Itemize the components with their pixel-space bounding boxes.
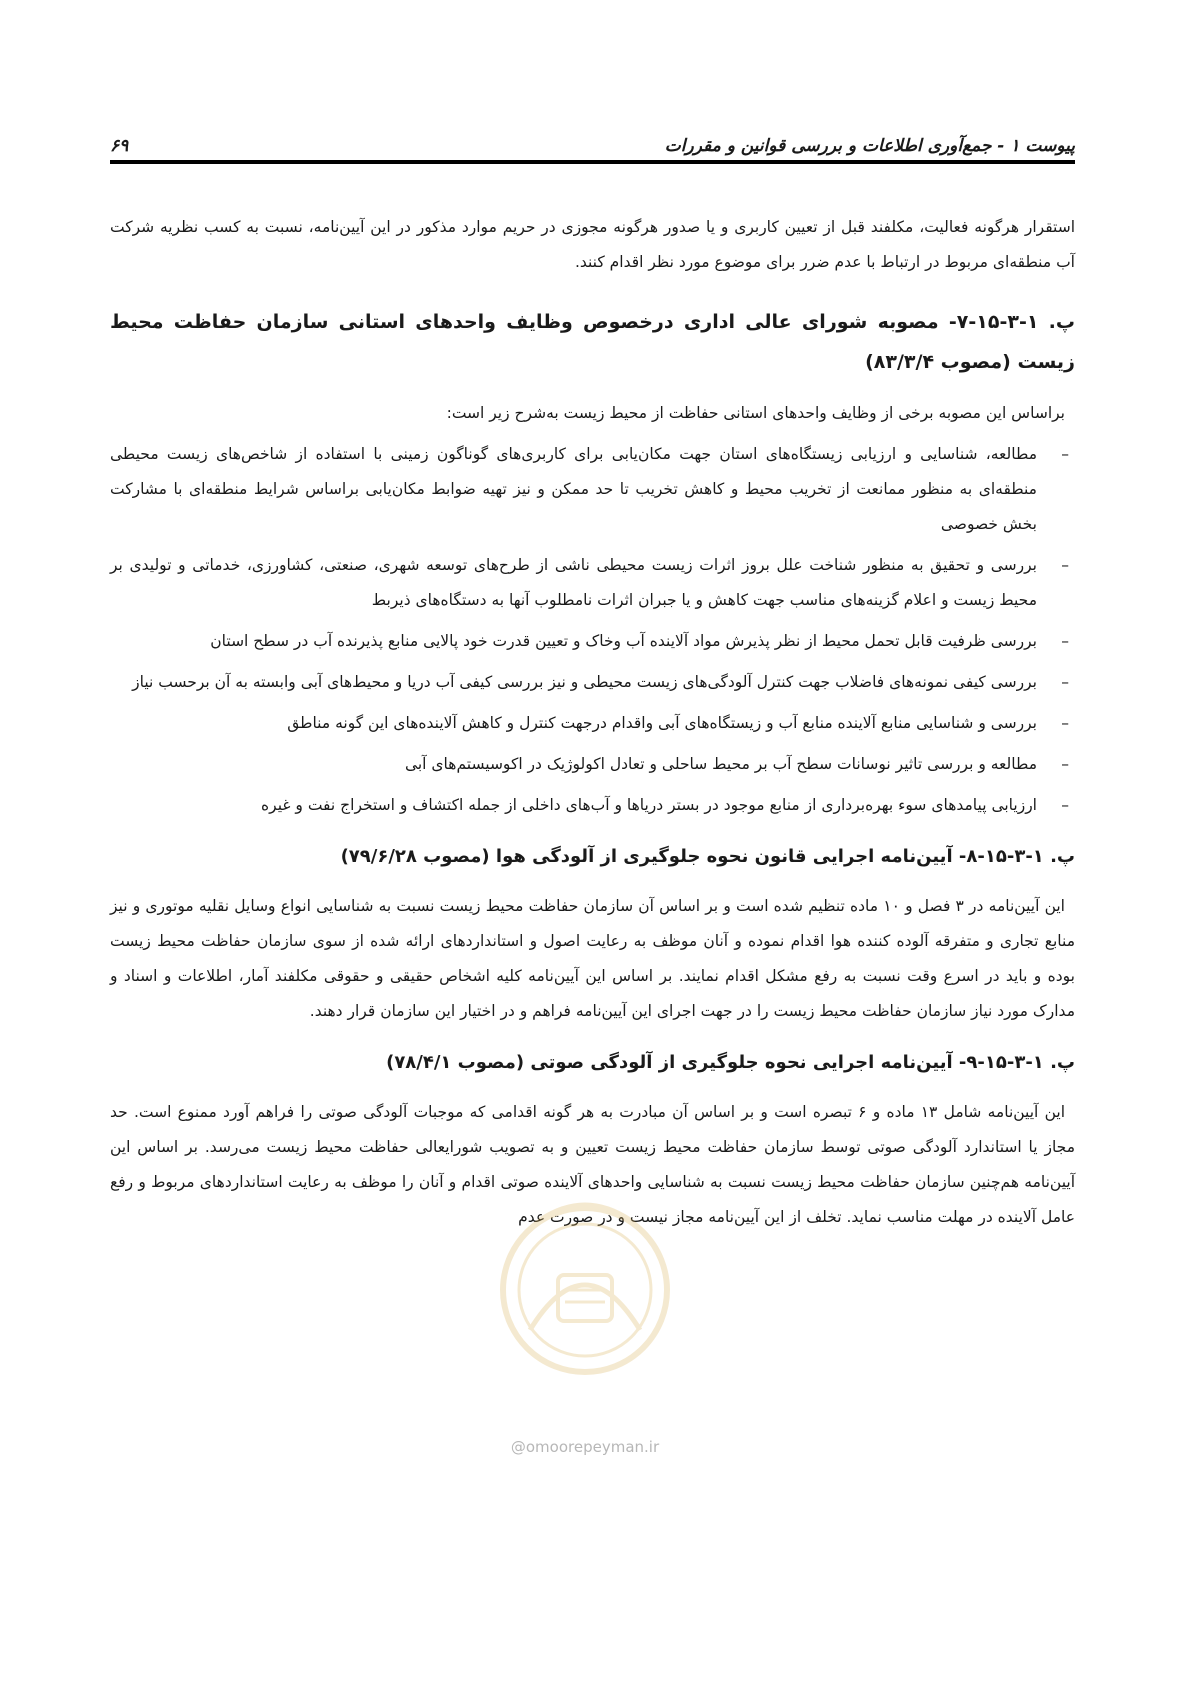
dash-bullet-icon: – bbox=[1061, 755, 1069, 773]
running-header bbox=[110, 128, 1075, 156]
section-heading-8: پ. ۱-۳-۱۵-۸- آیین‌نامه اجرایی قانون نحوه جلوگیری از آلودگی هوا (مصوب ۷۹/۶/۲۸) bbox=[340, 846, 1075, 867]
section-7-bullet-list bbox=[110, 437, 1075, 823]
paragraph-top: استقرار هرگونه فعالیت، مکلفند قبل از تعیین کاربری و یا صدور هرگونه مجوزی در حریم موارد مذکور در این آیین‌نامه، نسبت به کسب نظریه شرکت آب منطقه‌ای مربوط در ارتباط با عدم ضرر برای موضوع مورد نظر اقدام کنند. bbox=[110, 218, 1075, 271]
page-content bbox=[110, 210, 1075, 1249]
header-rule bbox=[110, 160, 1075, 164]
section-9-body: این آیین‌نامه شامل ۱۳ ماده و ۶ تبصره است و بر اساس آن مبادرت به هر گونه اقدامی که موجبات آلودگی صوتی را فراهم آورد ممنوع است. حد مجاز یا استاندارد آلودگی صوتی توسط سازمان حفاظت محیط زیست تعیین و به تصویب شورایعالی حفاظت محیط زیست می‌رسد. بر اساس این آیین‌نامه هم‌چنین سازمان حفاظت محیط زیست نسبت به شناسایی واحدهای آلاینده صوتی اقدام و آنان را موظف به رعایت استانداردهای مربوط و رفع عامل آلاینده در مهلت مناسب نماید. تخلف از این آیین‌نامه مجاز نیست و در صورت عدم bbox=[110, 1103, 1075, 1226]
page-number: ۶۹ bbox=[110, 136, 129, 156]
dash-bullet-icon: – bbox=[1061, 796, 1069, 814]
list-item: – بررسی ظرفیت قابل تحمل محیط از نظر پذیرش مواد آلاینده آب وخاک و تعیین قدرت خود پالایی منابع پذیرنده آب در سطح استان bbox=[110, 624, 1075, 659]
dash-bullet-icon: – bbox=[1061, 714, 1069, 732]
section-8-body: این آیین‌نامه در ۳ فصل و ۱۰ ماده تنظیم شده است و بر اساس آن سازمان حفاظت محیط زیست نسبت به شناسایی انواع وسایل نقلیه موتوری و نیز منابع تجاری و متفرقه آلوده کننده هوا اقدام نموده و آنان موظف به رعایت اصول و استانداردهای ارائه شده از سوی سازمان حفاظت محیط زیست بوده و باید در اسرع وقت نسبت به رفع مشکل اقدام نمایند. بر اساس این آیین‌نامه کلیه اشخاص حقیقی و حقوقی مکلفند آمار، اطلاعات و اسناد و مدارک مورد نیاز سازمان حفاظت محیط زیست را در جهت اجرای این آیین‌نامه فراهم و در اختیار این سازمان قرار دهند. bbox=[110, 897, 1075, 1020]
list-item: – بررسی و تحقیق به منظور شناخت علل بروز اثرات زیست محیطی ناشی از طرح‌های توسعه شهری، صنعتی، کشاورزی، خدماتی و تولیدی بر محیط زیست و اعلام گزینه‌های مناسب جهت کاهش و یا جبران اثرات نامطلوب آنها به دستگاه‌های ذیربط bbox=[110, 548, 1075, 618]
dash-bullet-icon: – bbox=[1061, 556, 1069, 574]
list-item: – بررسی و شناسایی منابع آلاینده منابع آب و زیستگاه‌های آبی واقدام درجهت کنترل و کاهش آلاینده‌های این گونه مناطق bbox=[110, 706, 1075, 741]
list-item: – بررسی کیفی نمونه‌های فاضلاب جهت کنترل آلودگی‌های زیست محیطی و نیز بررسی کیفی آب دریا و محیط‌های آبی وابسته به آن برحسب نیاز bbox=[110, 665, 1075, 700]
dash-bullet-icon: – bbox=[1061, 673, 1069, 691]
header-title: پیوست ۱ - جمع‌آوری اطلاعات و بررسی قوانین و مقررات bbox=[664, 136, 1075, 156]
list-item: – مطالعه، شناسایی و ارزیابی زیستگاه‌های استان جهت مکان‌یابی برای کاربری‌های گوناگون زمینی با استفاده از شاخص‌های زیست محیطی منطقه‌ای به منظور ممانعت از تخریب محیط و کاهش تخریب تا حد ممکن و نیز تهیه ضوابط مکان‌یابی براساس شرایط منطقه‌ای با مشارکت بخش خصوصی bbox=[110, 437, 1075, 542]
section-7-intro: براساس این مصوبه برخی از وظایف واحدهای استانی حفاظت از محیط زیست به‌شرح زیر است: bbox=[446, 404, 1065, 422]
dash-bullet-icon: – bbox=[1061, 632, 1069, 650]
dash-bullet-icon: – bbox=[1061, 445, 1069, 463]
document-page bbox=[110, 0, 1075, 1684]
list-item: – مطالعه و بررسی تاثیر نوسانات سطح آب بر محیط ساحلی و تعادل اکولوژیک در اکوسیستم‌های آبی bbox=[110, 747, 1075, 782]
section-heading-7: پ. ۱-۳-۱۵-۷- مصوبه شورای عالی اداری درخصوص وظایف واحدهای استانی سازمان حفاظت محیط زیست (مصوب ۸۳/۳/۴) bbox=[110, 311, 1075, 373]
section-heading-9: پ. ۱-۳-۱۵-۹- آیین‌نامه اجرایی نحوه جلوگیری از آلودگی صوتی (مصوب ۷۸/۴/۱) bbox=[386, 1052, 1075, 1073]
list-item: – ارزیابی پیامدهای سوء بهره‌برداری از منابع موجود در بستر دریاها و آب‌های داخلی از جمله اکتشاف و استخراج نفت و غیره bbox=[110, 788, 1075, 823]
watermark-text: @omoorepeyman.ir bbox=[510, 1438, 660, 1456]
